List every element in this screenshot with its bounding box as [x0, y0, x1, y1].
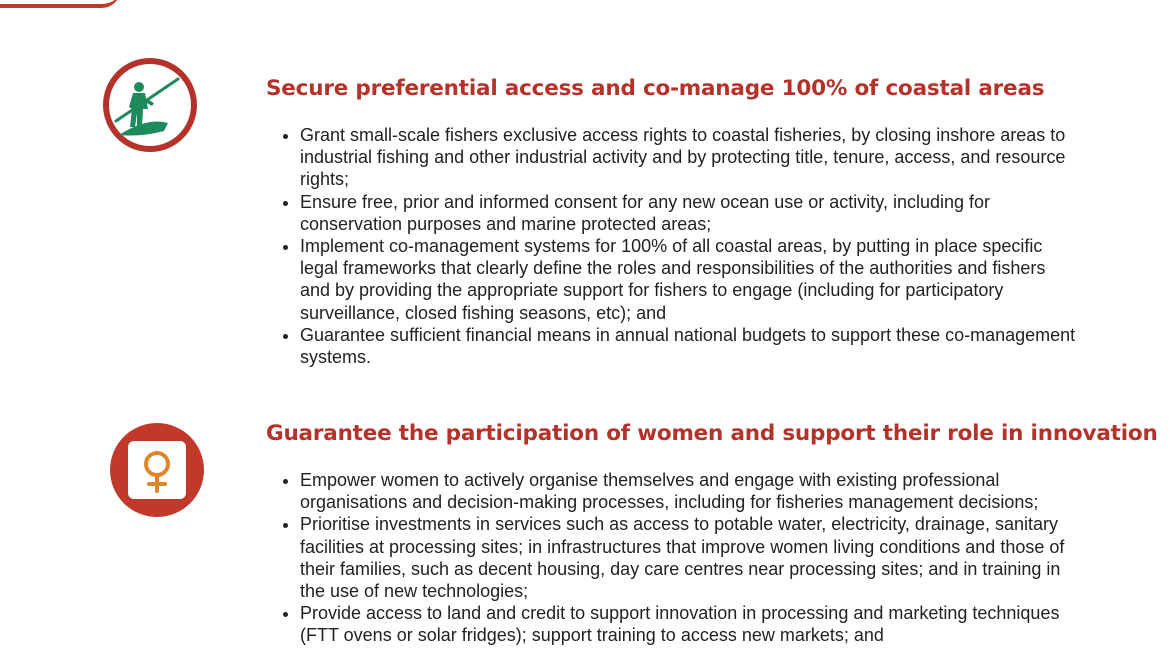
list-item: • Implement co-management systems for 100% of all coastal areas, by putting in place specific legal frameworks that clearly define the roles and responsibilities of the authorities and fishers and by providing the appropriate support for fishers to engage (including for participatory surveillance, closed fishing seasons, etc); and — [300, 235, 1080, 324]
female-symbol-icon — [109, 422, 205, 518]
top-corner-decoration — [0, 0, 120, 8]
section-heading: Secure preferential access and co-manage 100% of coastal areas — [266, 76, 1045, 101]
list-item: • Empower women to actively organise themselves and engage with existing professional organisations and decision-making processes, including for fisheries management decisions; — [300, 469, 1080, 513]
section-heading: Guarantee the participation of women and support their role in innovation — [266, 421, 1158, 446]
list-item: • Grant small-scale fishers exclusive access rights to coastal fisheries, by closing inshore areas to industrial fishing and other industrial activity and by protecting title, tenure, access, and resource rights; — [300, 124, 1080, 191]
bullet-list — [278, 124, 1080, 368]
list-item: • Prioritise investments in services such as access to potable water, electricity, drainage, sanitary facilities at processing sites; in infrastructures that improve women living conditions and those of their families, such as decent housing, day care centres near processing sites; and in training in the use of new technologies; — [300, 513, 1080, 602]
list-item: • Guarantee sufficient financial means in annual national budgets to support these co-management systems. — [300, 324, 1080, 368]
fisher-with-spear-icon — [102, 57, 198, 153]
list-item: • Ensure free, prior and informed consent for any new ocean use or activity, including for conservation purposes and marine protected areas; — [300, 191, 1080, 235]
list-item: • Provide access to land and credit to support innovation in processing and marketing techniques (FTT ovens or solar fridges); support training to access new markets; and — [300, 602, 1080, 646]
bullet-list — [278, 469, 1080, 647]
